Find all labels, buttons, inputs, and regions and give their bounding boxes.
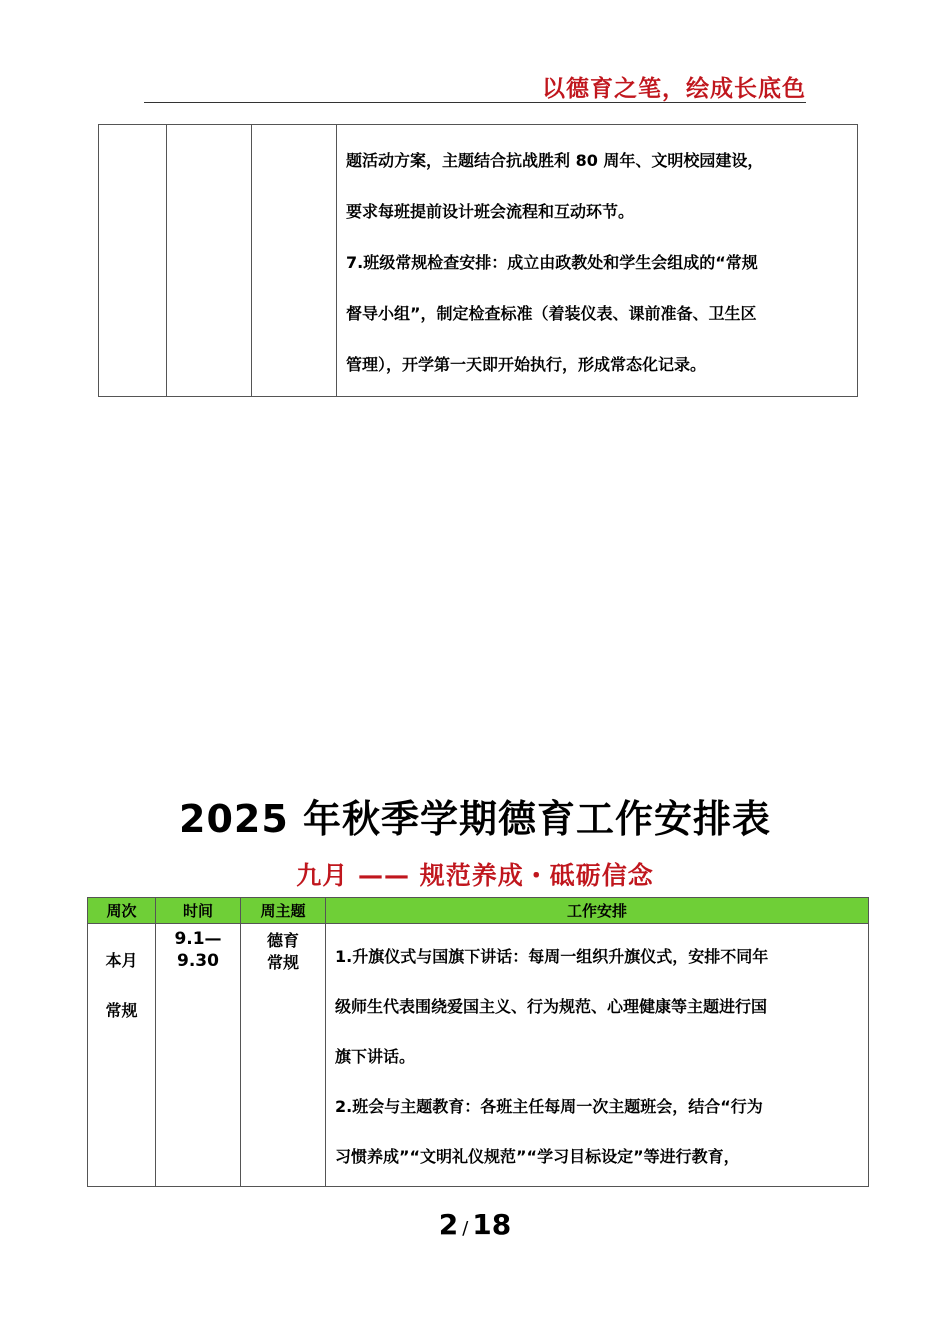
table-row [88, 924, 869, 1187]
time-line: 9.30 [177, 951, 219, 971]
content-line: 级师生代表围绕爱国主义、行为规范、心理健康等主题进行国 [335, 997, 768, 1016]
theme-cell [241, 924, 326, 1187]
week-line: 本月 [105, 951, 138, 970]
week-line: 常规 [105, 1001, 138, 1020]
header-time: 时间 [156, 898, 241, 924]
theme-line: 常规 [266, 953, 299, 972]
time-line: 9.1— [174, 929, 222, 949]
content-line: 管理），开学第一天即开始执行，形成常态化记录。 [346, 355, 707, 374]
header-theme: 周主题 [241, 898, 326, 924]
theme-line: 德育 [266, 931, 299, 950]
content-line: 2.班会与主题教育：各班主任每周一次主题班会，结合“行为 [335, 1097, 763, 1116]
time-cell [167, 125, 252, 397]
header-week: 周次 [88, 898, 156, 924]
content-line: 习惯养成”“文明礼仪规范”“学习目标设定”等进行教育， [335, 1147, 740, 1166]
content-line: 督导小组”，制定检查标准（着装仪表、课前准备、卫生区 [346, 304, 757, 323]
page-current: 2 [438, 1208, 459, 1241]
table-header-row [88, 898, 869, 924]
content-line: 旗下讲话。 [335, 1047, 416, 1066]
page-separator: / [462, 1218, 469, 1239]
content-line: 1.升旗仪式与国旗下讲话：每周一组织升旗仪式，安排不同年 [335, 947, 769, 966]
page-number [0, 1208, 950, 1241]
schedule-table [87, 897, 869, 1187]
page-title: 2025 年秋季学期德育工作安排表 [179, 797, 771, 841]
content-line: 7.班级常规检查安排：成立由政教处和学生会组成的“常规 [346, 253, 758, 272]
time-cell [156, 924, 241, 1187]
content-line: 要求每班提前设计班会流程和互动环节。 [346, 202, 635, 221]
theme-cell [252, 125, 337, 397]
header-divider [144, 102, 806, 103]
week-cell [99, 125, 167, 397]
month-title: 九月 —— 规范养成・砥砺信念 [296, 861, 654, 890]
week-cell [88, 924, 156, 1187]
header-slogan: 以德育之笔，绘成长底色 [542, 76, 806, 102]
content-cell [337, 125, 858, 397]
content-cell [326, 924, 869, 1187]
header-work: 工作安排 [326, 898, 869, 924]
page-total: 18 [472, 1208, 512, 1241]
content-line: 题活动方案，主题结合抗战胜利 80 周年、文明校园建设， [346, 151, 764, 170]
continued-table [98, 124, 858, 397]
